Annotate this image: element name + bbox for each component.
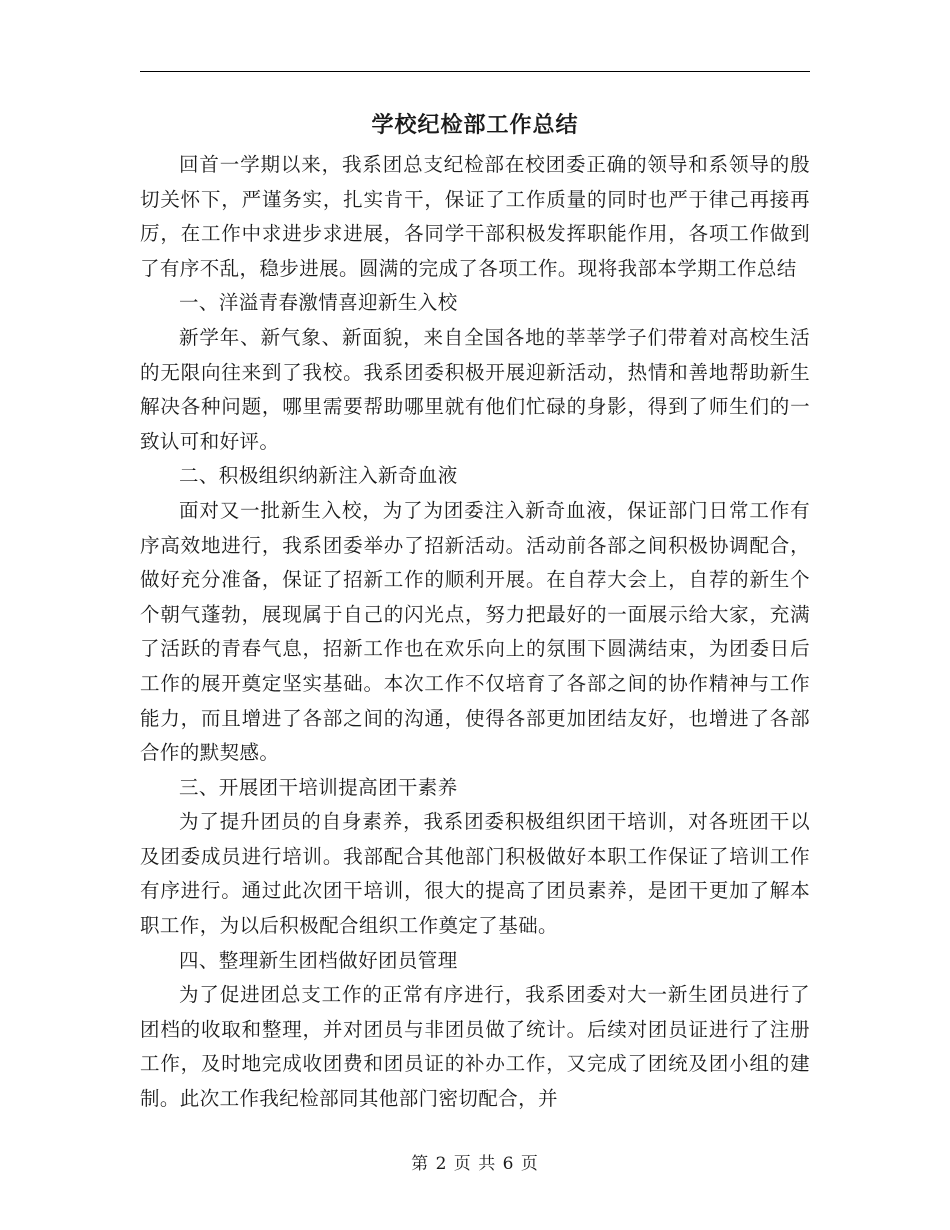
section-heading-2: 二、积极组织纳新注入新奇血液 [179,464,458,488]
header-rule [140,71,810,72]
page-number-footer: 第 2 页 共 6 页 [411,1154,539,1174]
section-paragraph-2: 面对又一批新生入校，为了为团委注入新奇血液，保证部门日常工作有序高效地进行，我系团委举办了招新活动。活动前各部之间积极协调配合，做好充分准备，保证了招新工作的顺利开展。在自荐大会上，自荐的新生个个朝气蓬勃，展现属于自己的闪光点，努力把最好的一面展示给大家，充满了活跃的青春气息，招新工作也在欢乐向上的氛围下圆满结束，为团委日后工作的展开奠定坚实基础。本次工作不仅培育了各部之间的协作精神与工作能力，而且增进了各部之间的沟通，使得各部更加团结友好，也增进了各部合作的默契感。 [140,498,810,765]
section-paragraph-1: 新学年、新气象、新面貌，来自全国各地的莘莘学子们带着对高校生活的无限向往来到了我校。我系团委积极开展迎新活动，热情和善地帮助新生解决各种问题，哪里需要帮助哪里就有他们忙碌的身影，得到了师生们的一致认可和好评。 [140,325,810,453]
section-paragraph-4: 为了促进团总支工作的正常有序进行，我系团委对大一新生团员进行了团档的收取和整理，并对团员与非团员做了统计。后续对团员证进行了注册工作，及时地完成收团费和团员证的补办工作，又完成了团统及团小组的建制。此次工作我纪检部同其他部门密切配合，并 [140,983,810,1111]
document-body [140,148,810,1117]
document-title: 学校纪检部工作总结 [371,113,579,138]
intro-paragraph: 回首一学期以来，我系团总支纪检部在校团委正确的领导和系领导的殷切关怀下，严谨务实，扎实肯干，保证了工作质量的同时也严于律己再接再厉，在工作中求进步求进展，各同学干部积极发挥职能作用，各项工作做到了有序不乱，稳步进展。圆满的完成了各项工作。现将我部本学期工作总结 [140,153,810,280]
section-heading-3: 三、开展团干培训提高团干素养 [179,775,458,799]
section-paragraph-3: 为了提升团员的自身素养，我系团委积极组织团干培训，对各班团干以及团委成员进行培训。我部配合其他部门积极做好本职工作保证了培训工作有序进行。通过此次团干培训，很大的提高了团员素养，是团干更加了解本职工作，为以后积极配合组织工作奠定了基础。 [140,810,810,938]
section-heading-4: 四、整理新生团档做好团员管理 [179,948,458,972]
section-heading-1: 一、洋溢青春激情喜迎新生入校 [179,291,458,315]
